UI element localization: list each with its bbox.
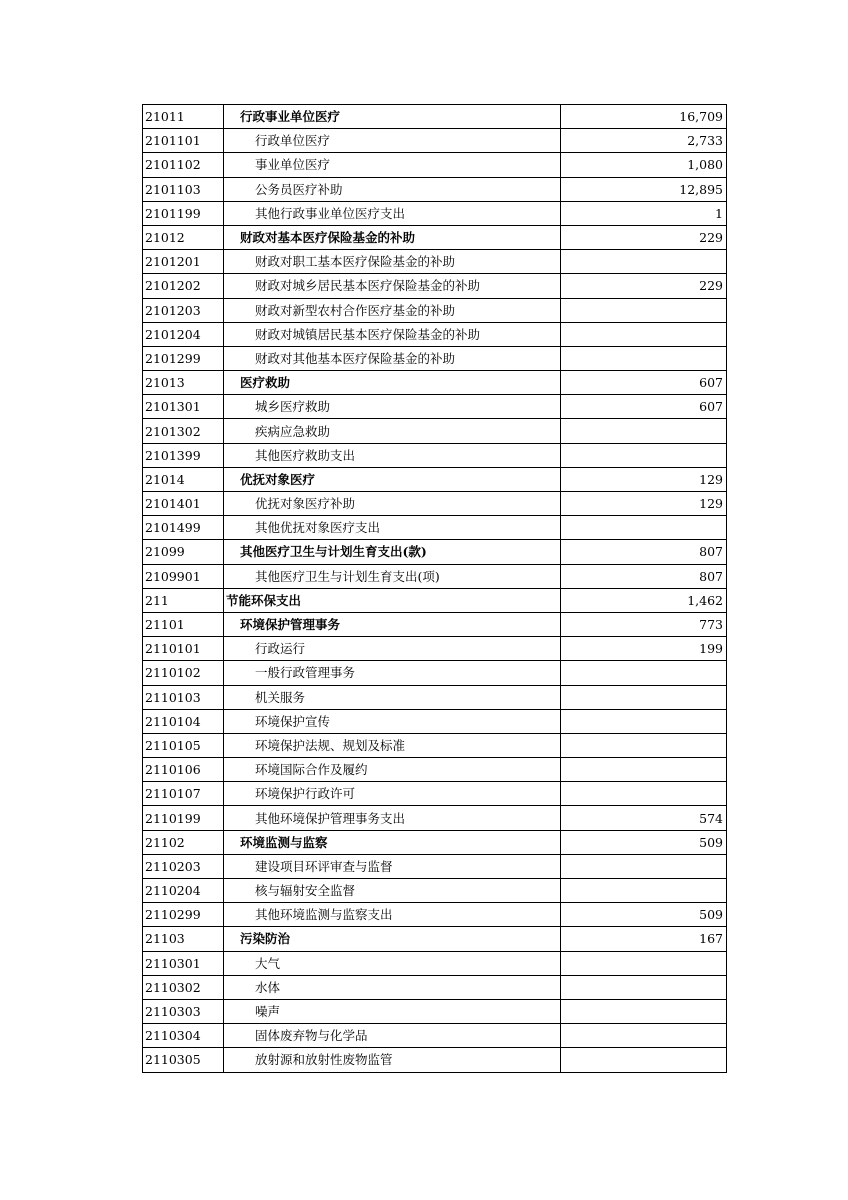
amount-cell: 229: [561, 274, 727, 298]
code-cell: 21102: [143, 830, 224, 854]
code-cell: 2101203: [143, 298, 224, 322]
amount-cell: 167: [561, 927, 727, 951]
amount-cell: 1,462: [561, 588, 727, 612]
code-cell: 2110303: [143, 999, 224, 1023]
table-row: [143, 419, 727, 443]
name-cell: 其他优抚对象医疗支出: [224, 516, 561, 540]
name-cell: 一般行政管理事务: [224, 661, 561, 685]
code-cell: 2101204: [143, 322, 224, 346]
name-cell: 水体: [224, 975, 561, 999]
name-cell: 行政单位医疗: [224, 129, 561, 153]
code-cell: 2101499: [143, 516, 224, 540]
code-cell: 2110305: [143, 1048, 224, 1072]
amount-cell: [561, 661, 727, 685]
name-cell: 环境保护管理事务: [224, 612, 561, 636]
table-row: [143, 1048, 727, 1072]
amount-cell: [561, 758, 727, 782]
amount-cell: [561, 975, 727, 999]
code-cell: 2101302: [143, 419, 224, 443]
name-cell: 其他环境监测与监察支出: [224, 903, 561, 927]
code-cell: 2109901: [143, 564, 224, 588]
table-row: [143, 782, 727, 806]
name-cell: 环境保护法规、规划及标准: [224, 733, 561, 757]
code-cell: 2110204: [143, 879, 224, 903]
table-row: [143, 298, 727, 322]
amount-cell: [561, 854, 727, 878]
code-cell: 2110302: [143, 975, 224, 999]
table-row: [143, 564, 727, 588]
table-row: [143, 250, 727, 274]
amount-cell: 574: [561, 806, 727, 830]
amount-cell: [561, 346, 727, 370]
code-cell: 2110101: [143, 637, 224, 661]
name-cell: 其他医疗卫生与计划生育支出(项): [224, 564, 561, 588]
name-cell: 环境保护宣传: [224, 709, 561, 733]
table-row: [143, 927, 727, 951]
amount-cell: 509: [561, 830, 727, 854]
table-row: [143, 733, 727, 757]
name-cell: 公务员医疗补助: [224, 177, 561, 201]
code-cell: 2101301: [143, 395, 224, 419]
amount-cell: 129: [561, 492, 727, 516]
amount-cell: 2,733: [561, 129, 727, 153]
name-cell: 财政对职工基本医疗保险基金的补助: [224, 250, 561, 274]
code-cell: 2110104: [143, 709, 224, 733]
code-cell: 2110203: [143, 854, 224, 878]
code-cell: 2101102: [143, 153, 224, 177]
name-cell: 固体废弃物与化学品: [224, 1024, 561, 1048]
code-cell: 21012: [143, 225, 224, 249]
code-cell: 2101399: [143, 443, 224, 467]
amount-cell: 12,895: [561, 177, 727, 201]
code-cell: 21103: [143, 927, 224, 951]
table-row: [143, 685, 727, 709]
code-cell: 21014: [143, 467, 224, 491]
name-cell: 噪声: [224, 999, 561, 1023]
table-row: [143, 588, 727, 612]
table-row: [143, 201, 727, 225]
table-row: [143, 879, 727, 903]
code-cell: 21011: [143, 105, 224, 129]
code-cell: 2110107: [143, 782, 224, 806]
code-cell: 2110304: [143, 1024, 224, 1048]
amount-cell: [561, 709, 727, 733]
name-cell: 行政事业单位医疗: [224, 105, 561, 129]
table-row: [143, 951, 727, 975]
budget-table: [142, 104, 727, 1073]
table-row: [143, 661, 727, 685]
name-cell: 放射源和放射性废物监管: [224, 1048, 561, 1072]
name-cell: 财政对其他基本医疗保险基金的补助: [224, 346, 561, 370]
amount-cell: [561, 1048, 727, 1072]
amount-cell: 607: [561, 371, 727, 395]
code-cell: 2101199: [143, 201, 224, 225]
table-row: [143, 1024, 727, 1048]
amount-cell: 1,080: [561, 153, 727, 177]
amount-cell: [561, 443, 727, 467]
name-cell: 财政对基本医疗保险基金的补助: [224, 225, 561, 249]
amount-cell: [561, 879, 727, 903]
name-cell: 其他医疗卫生与计划生育支出(款): [224, 540, 561, 564]
amount-cell: [561, 322, 727, 346]
name-cell: 建设项目环评审查与监督: [224, 854, 561, 878]
name-cell: 疾病应急救助: [224, 419, 561, 443]
table-row: [143, 395, 727, 419]
table-row: [143, 105, 727, 129]
code-cell: 2101299: [143, 346, 224, 370]
amount-cell: [561, 999, 727, 1023]
name-cell: 环境保护行政许可: [224, 782, 561, 806]
table-row: [143, 806, 727, 830]
amount-cell: [561, 951, 727, 975]
name-cell: 优抚对象医疗: [224, 467, 561, 491]
amount-cell: 129: [561, 467, 727, 491]
amount-cell: 509: [561, 903, 727, 927]
code-cell: 2110299: [143, 903, 224, 927]
table-row: [143, 540, 727, 564]
name-cell: 其他医疗救助支出: [224, 443, 561, 467]
table-row: [143, 975, 727, 999]
table-row: [143, 516, 727, 540]
name-cell: 其他行政事业单位医疗支出: [224, 201, 561, 225]
name-cell: 财政对新型农村合作医疗基金的补助: [224, 298, 561, 322]
name-cell: 环境国际合作及履约: [224, 758, 561, 782]
table-row: [143, 274, 727, 298]
table-row: [143, 177, 727, 201]
table-row: [143, 153, 727, 177]
name-cell: 事业单位医疗: [224, 153, 561, 177]
table-row: [143, 637, 727, 661]
code-cell: 211: [143, 588, 224, 612]
table-row: [143, 830, 727, 854]
code-cell: 2101401: [143, 492, 224, 516]
table-body: [143, 105, 727, 1073]
table-row: [143, 492, 727, 516]
code-cell: 2110301: [143, 951, 224, 975]
name-cell: 污染防治: [224, 927, 561, 951]
code-cell: 2110106: [143, 758, 224, 782]
code-cell: 2101201: [143, 250, 224, 274]
code-cell: 21013: [143, 371, 224, 395]
code-cell: 2101101: [143, 129, 224, 153]
table-row: [143, 225, 727, 249]
name-cell: 城乡医疗救助: [224, 395, 561, 419]
amount-cell: [561, 298, 727, 322]
amount-cell: [561, 419, 727, 443]
code-cell: 2110103: [143, 685, 224, 709]
table-row: [143, 322, 727, 346]
amount-cell: [561, 685, 727, 709]
code-cell: 2101202: [143, 274, 224, 298]
code-cell: 2110105: [143, 733, 224, 757]
amount-cell: 773: [561, 612, 727, 636]
amount-cell: [561, 516, 727, 540]
amount-cell: [561, 250, 727, 274]
name-cell: 节能环保支出: [224, 588, 561, 612]
amount-cell: 1: [561, 201, 727, 225]
amount-cell: 229: [561, 225, 727, 249]
table-row: [143, 709, 727, 733]
amount-cell: [561, 782, 727, 806]
table-row: [143, 346, 727, 370]
table-row: [143, 612, 727, 636]
table-row: [143, 854, 727, 878]
name-cell: 财政对城镇居民基本医疗保险基金的补助: [224, 322, 561, 346]
amount-cell: 807: [561, 540, 727, 564]
code-cell: 2110199: [143, 806, 224, 830]
code-cell: 2101103: [143, 177, 224, 201]
name-cell: 其他环境保护管理事务支出: [224, 806, 561, 830]
name-cell: 环境监测与监察: [224, 830, 561, 854]
table-row: [143, 467, 727, 491]
name-cell: 大气: [224, 951, 561, 975]
name-cell: 核与辐射安全监督: [224, 879, 561, 903]
table-row: [143, 443, 727, 467]
amount-cell: 199: [561, 637, 727, 661]
name-cell: 医疗救助: [224, 371, 561, 395]
name-cell: 财政对城乡居民基本医疗保险基金的补助: [224, 274, 561, 298]
table-row: [143, 129, 727, 153]
code-cell: 2110102: [143, 661, 224, 685]
table-row: [143, 758, 727, 782]
code-cell: 21101: [143, 612, 224, 636]
amount-cell: 16,709: [561, 105, 727, 129]
amount-cell: 807: [561, 564, 727, 588]
amount-cell: 607: [561, 395, 727, 419]
name-cell: 优抚对象医疗补助: [224, 492, 561, 516]
table-row: [143, 371, 727, 395]
table-row: [143, 903, 727, 927]
amount-cell: [561, 1024, 727, 1048]
name-cell: 机关服务: [224, 685, 561, 709]
amount-cell: [561, 733, 727, 757]
code-cell: 21099: [143, 540, 224, 564]
table-row: [143, 999, 727, 1023]
name-cell: 行政运行: [224, 637, 561, 661]
